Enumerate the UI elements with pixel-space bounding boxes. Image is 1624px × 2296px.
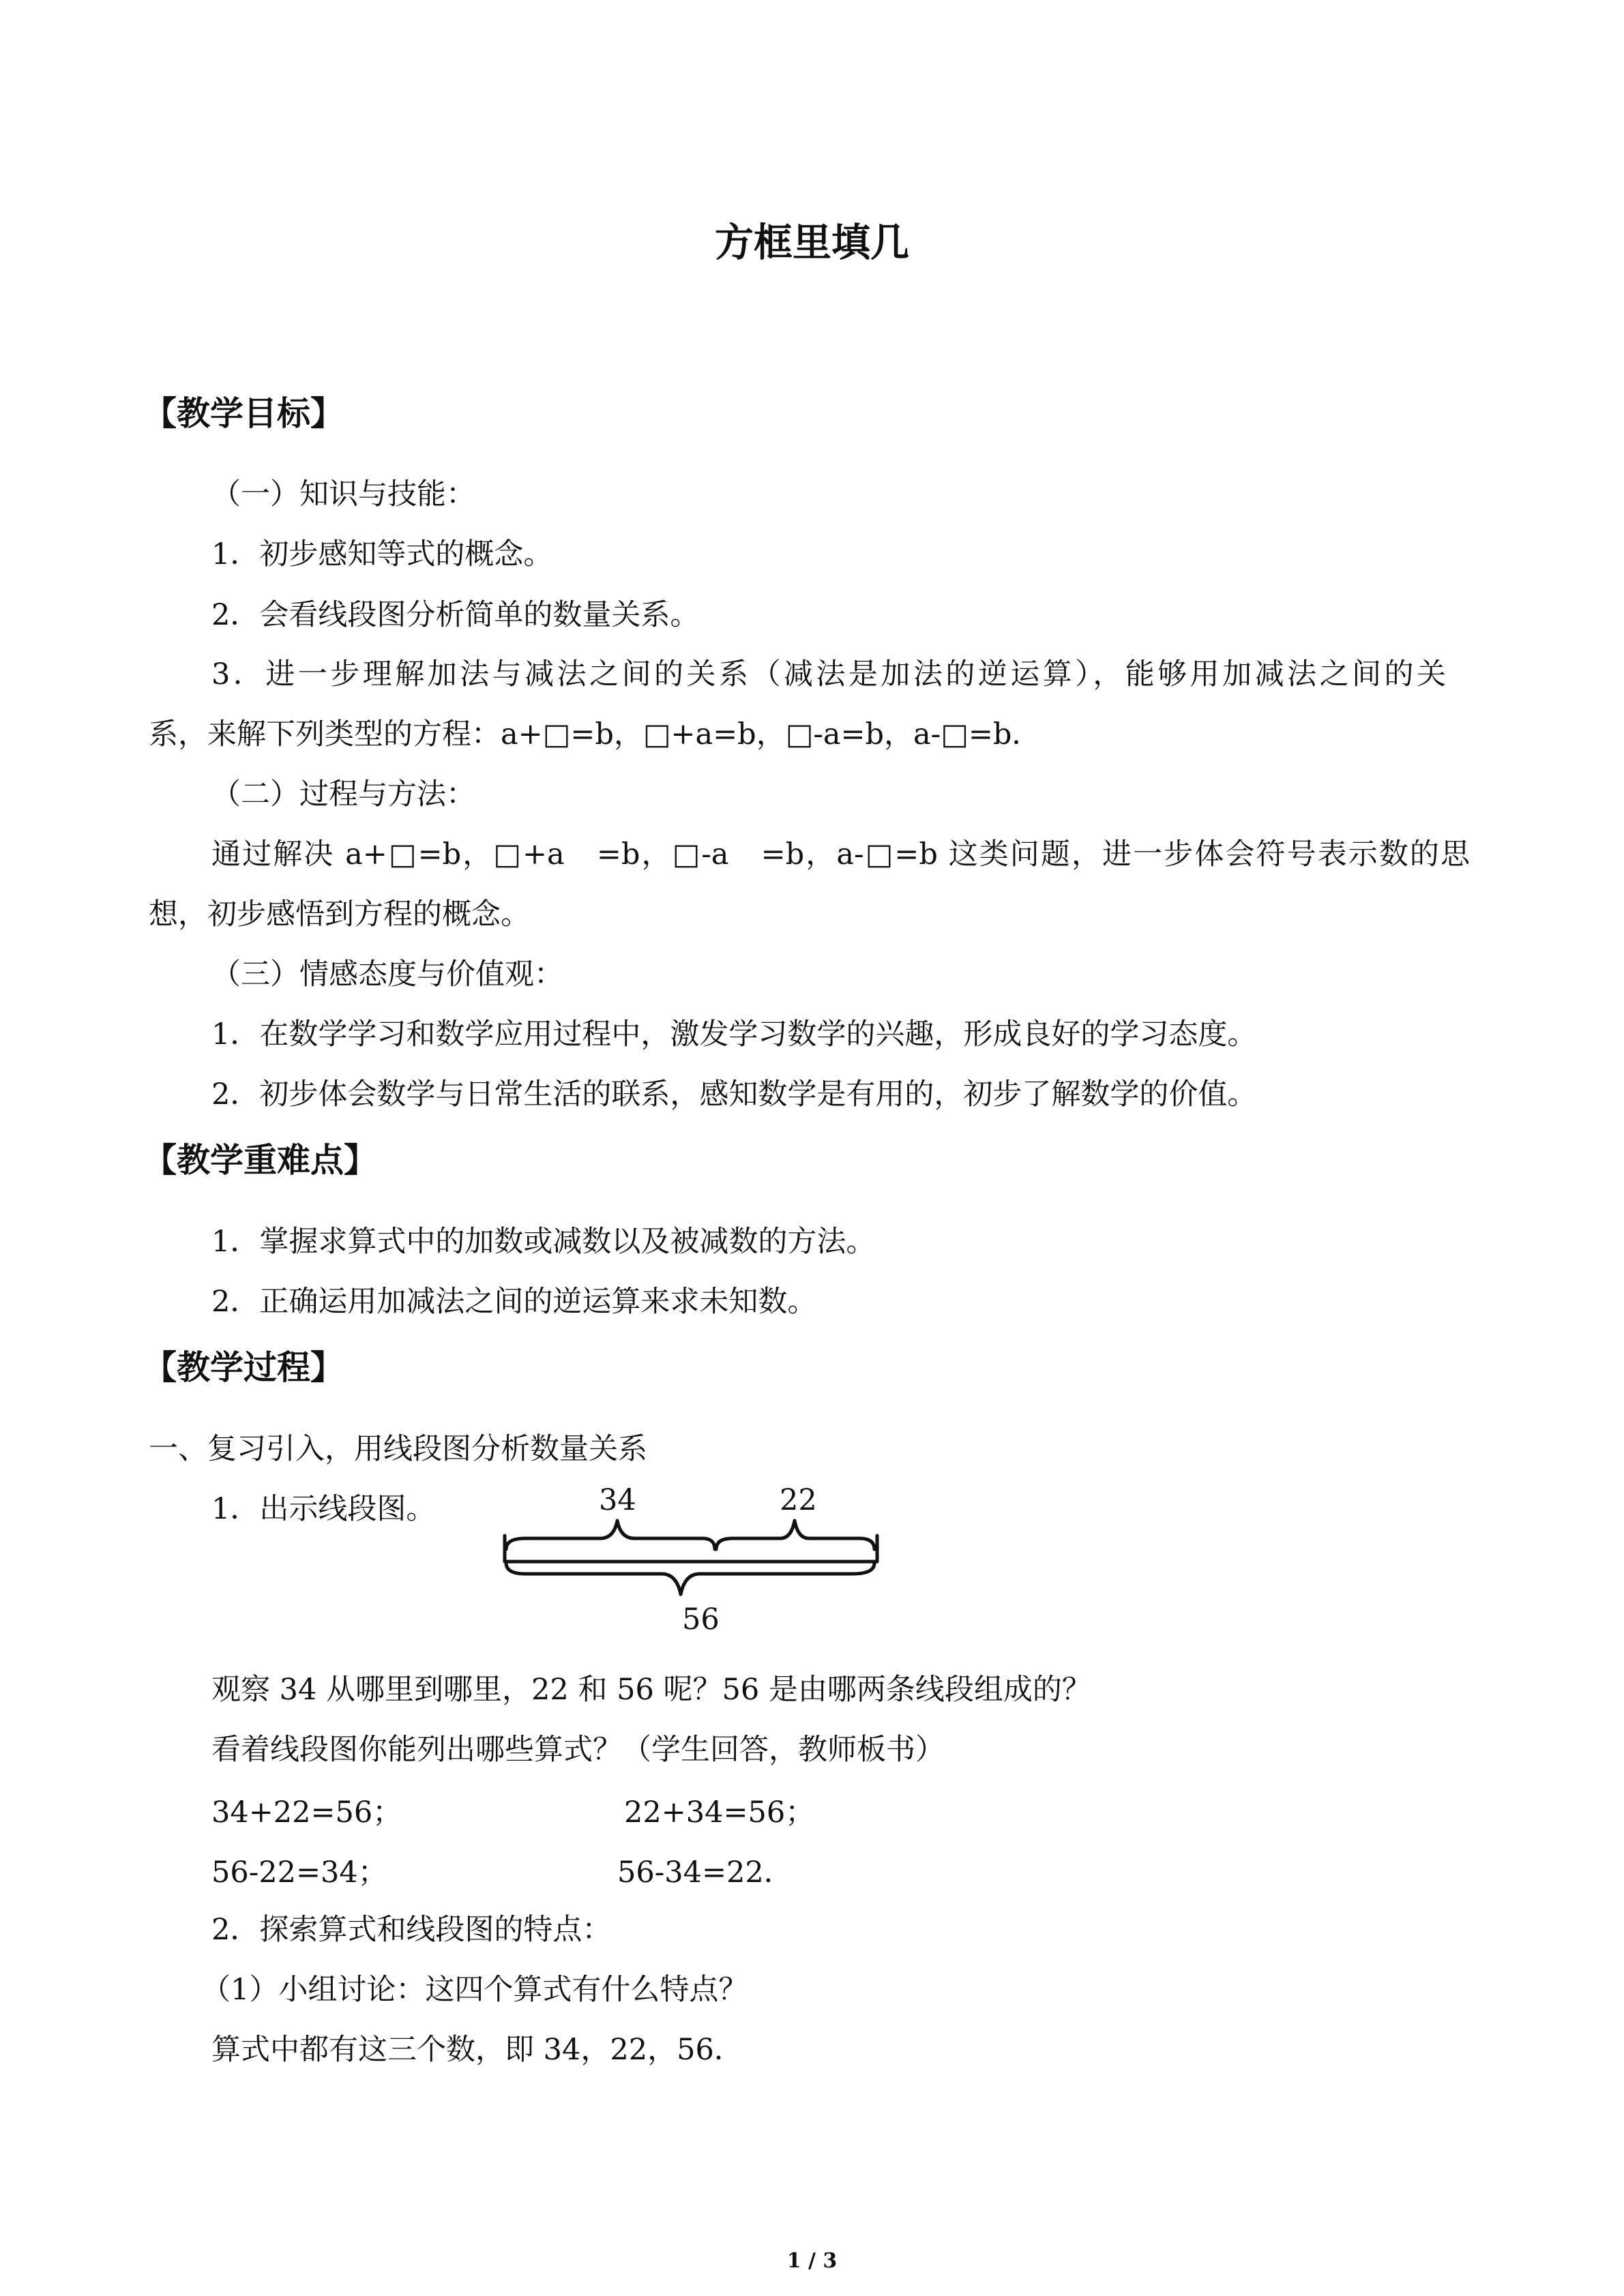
line-segment-diagram — [498, 1507, 880, 1602]
brace-right-top — [716, 1521, 874, 1549]
discuss-text: （1）小组讨论：这四个算式有什么特点？ — [201, 1973, 748, 2007]
equation-4: 56-34=22． — [617, 1855, 793, 1890]
key-point-item2: 2．正确运用加减法之间的逆运算来求未知数。 — [211, 1285, 817, 1319]
attitude-item2: 2．初步体会数学与日常生活的联系，感知数学是有用的，初步了解数学的价值。 — [211, 1077, 1257, 1112]
brace-left-top — [506, 1521, 715, 1549]
brace-bottom — [506, 1563, 874, 1594]
section-heading-key-points: 【教学重难点】 — [143, 1141, 378, 1180]
segment-label-total: 56 — [682, 1602, 720, 1637]
process-part1: 一、复习引入，用线段图分析数量关系 — [149, 1432, 647, 1466]
goals-item1: 1．初步感知等式的概念。 — [211, 537, 553, 571]
method-line2: 想，初步感悟到方程的概念。 — [149, 897, 530, 931]
equation-3: 56-22=34； — [211, 1855, 387, 1890]
process-step1: 1．出示线段图。 — [211, 1492, 436, 1526]
goals-item3-line2: 系，来解下列类型的方程：a+□=b，□+a=b，□-a=b，a-□=b． — [149, 717, 1042, 751]
ask-text: 看着线段图你能列出哪些算式？（学生回答，教师板书） — [211, 1733, 945, 1767]
page-title: 方框里填几 — [715, 220, 909, 265]
segment-label-right: 22 — [780, 1483, 817, 1517]
goals-item3-line1: 3．进一步理解加法与减法之间的关系（减法是加法的逆运算），能够用加减法之间的关 — [211, 657, 1446, 691]
process-step2: 2．探索算式和线段图的特点： — [211, 1913, 612, 1947]
goals-item2: 2．会看线段图分析简单的数量关系。 — [211, 598, 700, 632]
method-line1: 通过解决 a+□=b，□+a =b，□-a =b，a-□=b 这类问题，进一步体会符号表示数的思 — [211, 837, 1470, 871]
goals-sub1: （一）知识与技能： — [211, 477, 475, 511]
page-number: 1 / 3 — [786, 2249, 838, 2273]
section-heading-process: 【教学过程】 — [143, 1348, 344, 1387]
equation-2: 22+34=56； — [624, 1795, 815, 1830]
observe-text: 观察 34 从哪里到哪里，22 和 56 呢？56 是由哪两条线段组成的？ — [211, 1673, 1091, 1707]
equation-1: 34+22=56； — [211, 1795, 402, 1830]
goals-sub3: （三）情感态度与价值观： — [211, 957, 563, 992]
attitude-item1: 1．在数学学习和数学应用过程中，激发学习数学的兴趣，形成良好的学习态度。 — [211, 1017, 1257, 1052]
segment-label-left: 34 — [599, 1483, 636, 1517]
answer-text: 算式中都有这三个数，即 34，22，56． — [211, 2033, 743, 2067]
section-heading-goals: 【教学目标】 — [143, 394, 344, 433]
key-point-item1: 1．掌握求算式中的加数或减数以及被减数的方法。 — [211, 1225, 876, 1259]
goals-sub2: （二）过程与方法： — [211, 777, 475, 811]
